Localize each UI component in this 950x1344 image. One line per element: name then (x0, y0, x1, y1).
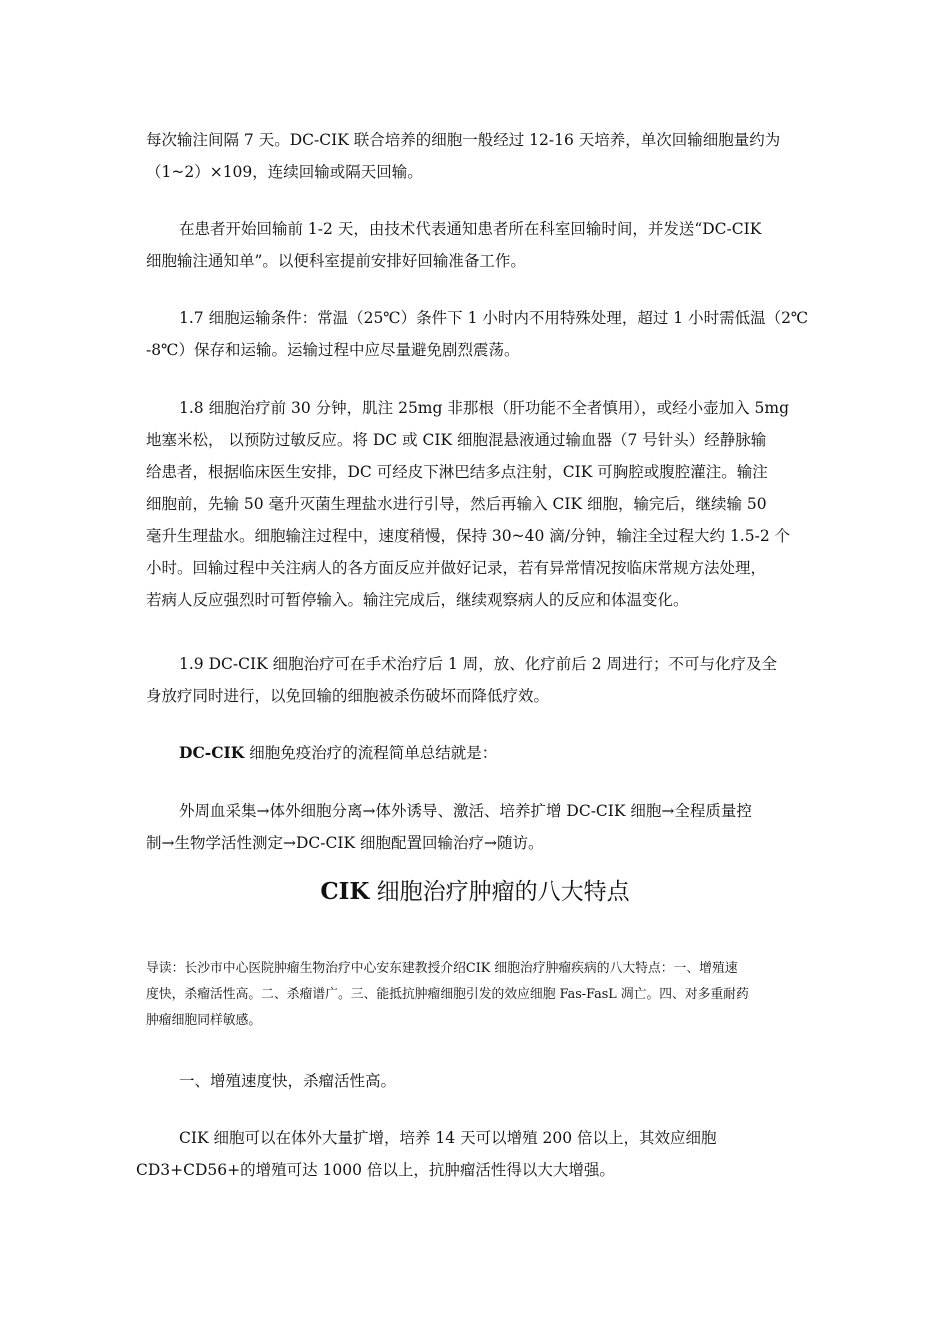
text-line: 小时。回输过程中关注病人的各方面反应并做好记录，若有异常情况按临床常规方法处理， (146, 559, 767, 577)
text-line: 一、增殖速度快，杀瘤活性高。 (179, 1072, 397, 1090)
paragraph-infusion-interval (146, 124, 811, 188)
paragraph-process-flow (146, 795, 811, 859)
text-line: 制→生物学活性测定→DC-CIK 细胞配置回输治疗→随访。 (146, 834, 544, 852)
text-line: 细胞前，先输 50 毫升灭菌生理盐水进行引导，然后再输入 CIK 细胞，输完后，继续输 50 (146, 495, 767, 513)
text-line: -8℃）保存和运输。运输过程中应尽量避免剧烈震荡。 (146, 341, 520, 359)
intro-paragraph (146, 956, 811, 1034)
text-line (146, 737, 811, 769)
point-1-body (136, 1122, 811, 1186)
text-line: （1~2）×109，连续回输或隔天回输。 (146, 163, 423, 181)
text-line: 导读：长沙市中心医院肿瘤生物治疗中心安东建教授介绍CIK 细胞治疗肿瘤疾病的八大特点：一、增殖速 (146, 961, 738, 976)
text-line: 若病人反应强烈时可暂停输入。输注完成后，继续观察病人的反应和体温变化。 (146, 591, 689, 609)
paragraph-1-8-procedure (146, 392, 811, 616)
text-line: 每次输注间隔 7 天。DC-CIK 联合培养的细胞一般经过 12-16 天培养，单次回输细胞量约为 (146, 131, 781, 149)
text-line: 外周血采集→体外细胞分离→体外诱导、激活、培养扩增 DC-CIK 细胞→全程质量控 (179, 802, 752, 820)
paragraph-1-7-transport (146, 302, 811, 366)
text-line: 细胞输注通知单”。以便科室提前安排好回输准备工作。 (146, 252, 526, 270)
text-line: 毫升生理盐水。细胞输注过程中，速度稍慢，保持 30~40 滴/分钟，输注全过程大约 1.5-2 个 (146, 527, 791, 545)
text-line: 地塞米松， 以预防过敏反应。将 DC 或 CIK 细胞混悬液通过输血器（7 号针头）经静脉输 (146, 431, 767, 449)
point-1-heading (146, 1065, 811, 1097)
section-title (0, 876, 950, 908)
paragraph-notification (146, 213, 811, 277)
text-line: 给患者，根据临床医生安排，DC 可经皮下淋巴结多点注射，CIK 可胸腔或腹腔灌注。输注 (146, 463, 768, 481)
summary-heading-text: 细胞免疫治疗的流程简单总结就是： (244, 744, 498, 762)
paragraph-1-9-timing (146, 648, 811, 712)
text-line: 度快，杀瘤活性高。二、杀瘤谱广。三、能抵抗肿瘤细胞引发的效应细胞 Fas-FasL 凋亡。四、对多重耐药 (146, 987, 749, 1002)
section-title-rest: 细胞治疗肿瘤的八大特点 (369, 879, 630, 905)
text-line: 1.8 细胞治疗前 30 分钟，肌注 25mg 非那根（肝功能不全者慎用），或经小壶加入 5mg (179, 399, 790, 417)
text-line: 在患者开始回输前 1-2 天，由技术代表通知患者所在科室回输时间，并发送“DC-CIK (179, 220, 762, 238)
bold-term: DC-CIK (179, 743, 245, 762)
paragraph-summary-heading (146, 737, 811, 769)
text-line: 1.9 DC-CIK 细胞治疗可在手术治疗后 1 周，放、化疗前后 2 周进行；不可与化疗及全 (179, 655, 778, 673)
text-line: 1.7 细胞运输条件：常温（25℃）条件下 1 小时内不用特殊处理，超过 1 小时需低温（2℃ (179, 309, 809, 327)
text-line: CIK 细胞可以在体外大量扩增，培养 14 天可以增殖 200 倍以上，其效应细胞 (179, 1129, 717, 1147)
section-title-bold: CIK (320, 878, 370, 905)
text-line: 肿瘤细胞同样敏感。 (146, 1013, 262, 1028)
text-line: 身放疗同时进行，以免回输的细胞被杀伤破坏而降低疗效。 (146, 687, 550, 705)
text-line: CD3+CD56+的增殖可达 1000 倍以上，抗肿瘤活性得以大大增强。 (136, 1161, 615, 1179)
